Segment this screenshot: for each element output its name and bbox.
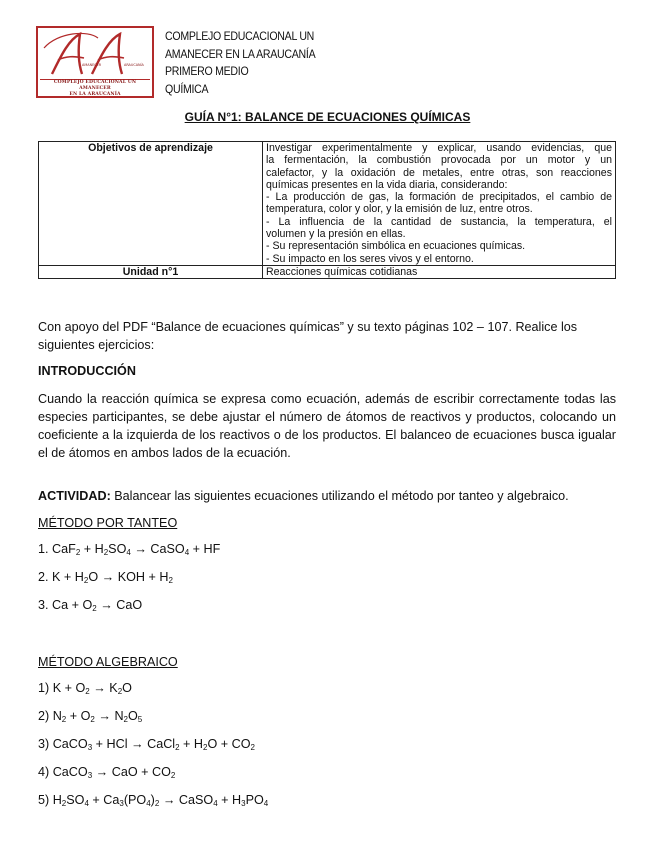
actividad: [38, 487, 616, 505]
unidad-label: Unidad n°1: [39, 265, 263, 278]
objetivos-line: - La influencia de la cantidad de sustancia, la temperatura, el: [266, 215, 612, 228]
objetivos-text: [263, 142, 616, 266]
equation-algebraico-2: 2) $N_2 + O_2 \to N_2O_5$: [38, 709, 143, 724]
arrow-icon: →: [162, 793, 176, 807]
equation-algebraico-3: 3) CaCO$_3$ + HCl → CaCl$_2$ + $H_2O + CO_2$: [38, 737, 255, 752]
equation-tanteo-3: 3. $Ca + O_2$ → CaO: [38, 598, 143, 613]
introduccion-body: Cuando la reacción química se expresa como ecuación, además de escribir correctamente todas las especies participantes, se debe ajustar el número de átomos de reactivos y productos, colocando un coeficiente a la izquierda de los reactivos o de los productos. El balanceo de ecuaciones busca igualar el de átomos en ambos lados de la ecuación.: [38, 392, 616, 460]
logo-aa-icon: [38, 28, 152, 80]
objetivos-line: Investigar experimentalmente y explicar, usando evidencias, que: [266, 142, 612, 154]
logo-band: [40, 79, 150, 97]
objectives-table: [38, 141, 616, 279]
objetivos-line: temperatura, color y olor, y la emisión de luz, entre otros.: [266, 203, 533, 216]
school-logo: [36, 26, 154, 98]
school-line-2: AMANECER EN LA ARAUCANÍA: [165, 48, 316, 61]
equation-algebraico-4: 4) CaCO$_3$ → CaO + $CO_2$: [38, 765, 176, 780]
table-row: [39, 265, 616, 278]
page-title: GUÍA N°1: BALANCE DE ECUACIONES QUÍMICAS: [184, 110, 471, 124]
introduccion-heading: INTRODUCCIÓN: [38, 364, 136, 378]
logo-band-line2: EN LA ARAUCANÍA: [69, 92, 121, 97]
logo-small-left: AMANECER: [82, 63, 102, 67]
logo-small-right: ARAUCANÍA: [124, 63, 144, 67]
objetivos-line: volumen y la presión en ellas.: [266, 228, 406, 241]
equation-algebraico-5: 5) $H_2SO_4 + Ca_3(PO_4)_2$ → CaSO$_4$ + $H_3PO_4$: [38, 793, 269, 808]
school-line-3: PRIMERO MEDIO: [165, 66, 249, 78]
school-line-4: QUÍMICA: [165, 83, 209, 96]
arrow-icon: →: [98, 709, 111, 723]
school-line-1: COMPLEJO EDUCACIONAL UN: [165, 31, 315, 43]
equation-algebraico-1: 1) $K + O_2 \to K_2O$: [38, 681, 132, 696]
objetivos-line: calefactor, y la oxidación de metales, entre otras, son reacciones: [266, 166, 612, 179]
objetivos-line: - Su impacto en los seres vivos y el entorno.: [266, 252, 474, 265]
arrow-icon: →: [101, 570, 115, 584]
actividad-text: Balancear las siguientes ecuaciones utilizando el método por tanteo y algebraico.: [114, 489, 569, 503]
objetivos-line: - La producción de gas, la formación de precipitados, el cambio de: [266, 191, 612, 204]
metodo-tanteo-heading: MÉTODO POR TANTEO: [38, 516, 178, 530]
objetivos-line: la fermentación, la combustión provocada por un motor y un: [266, 154, 612, 167]
arrow-icon: →: [93, 681, 106, 695]
intro-text: Con apoyo del PDF “Balance de ecuaciones químicas” y su texto páginas 102 – 107. Realice los siguientes ejercicios:: [38, 320, 578, 352]
equation-tanteo-2: 2. $K + H_2O$ → KOH + $H_2$: [38, 570, 173, 585]
table-row: [39, 142, 616, 266]
arrow-icon: →: [131, 737, 144, 751]
objetivos-line: - Su representación simbólica en ecuaciones químicas.: [266, 240, 526, 253]
arrow-icon: →: [95, 765, 109, 779]
arrow-icon: →: [100, 598, 113, 612]
logo-band-line1: COMPLEJO EDUCACIONAL UN AMANECER: [53, 80, 137, 91]
arrow-icon: →: [134, 542, 147, 556]
objetivos-label: Objetivos de aprendizaje: [39, 142, 263, 266]
school-header: [165, 29, 315, 99]
metodo-algebraico-heading: MÉTODO ALGEBRAICO: [38, 655, 178, 669]
unidad-value: Reacciones químicas cotidianas: [263, 265, 616, 278]
objetivos-line: químicas presentes en la vida diaria, considerando:: [266, 178, 508, 191]
actividad-label: ACTIVIDAD:: [38, 489, 111, 503]
equation-tanteo-1: 1. $CaF_2 + H_2SO_4$ → CaSO$_4$ + HF: [38, 542, 221, 557]
